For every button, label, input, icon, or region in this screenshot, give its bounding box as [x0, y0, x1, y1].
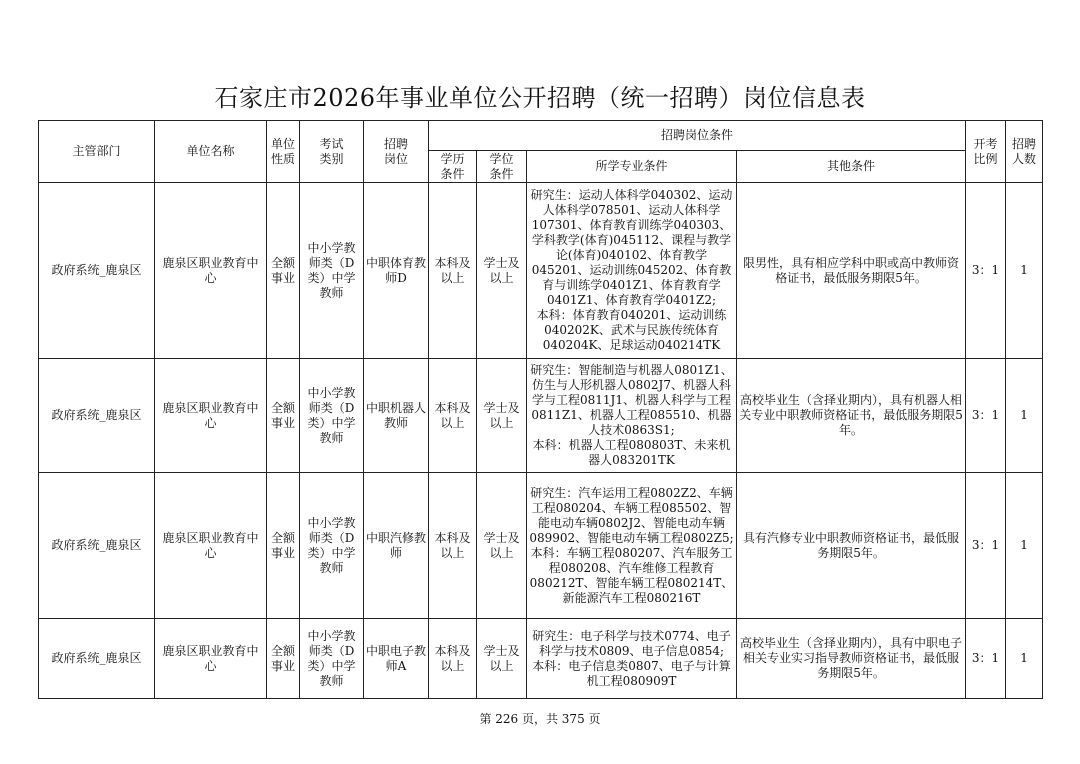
cell-degree: 学士及以上	[477, 359, 527, 473]
cell-dept: 政府系统_鹿泉区	[39, 359, 155, 473]
table-row	[39, 359, 1043, 473]
cell-other: 高校毕业生（含择业期内），具有中职电子相关专业实习指导教师资格证书，最低服务期限5年。	[737, 619, 966, 699]
cell-other: 高校毕业生（含择业期内），具有机器人相关专业中职教师资格证书，最低服务期限5年。	[737, 359, 966, 473]
cell-edu: 本科及以上	[429, 619, 477, 699]
header-conditions: 招聘岗位条件	[429, 121, 966, 151]
page-number: 第 226 页，共 375 页	[479, 712, 601, 726]
cell-ratio: 3：1	[966, 473, 1006, 619]
cell-nature: 全额事业	[267, 183, 300, 359]
cell-count: 1	[1006, 359, 1043, 473]
cell-other: 具有汽修专业中职教师资格证书，最低服务期限5年。	[737, 473, 966, 619]
page-title: 石家庄市2026年事业单位公开招聘（统一招聘）岗位信息表	[214, 84, 866, 112]
cell-nature: 全额事业	[267, 619, 300, 699]
header-major: 所学专业条件	[527, 151, 737, 183]
cell-ratio: 3：1	[966, 183, 1006, 359]
header-count: 招聘 人数	[1006, 121, 1043, 183]
cell-major: 研究生：运动人体科学040302、运动人体科学078501、运动人体科学107301、体育教育训练学040303、学科教学(体育)045112、课程与教学论(体育)040102、体育教学045201、运动训练045202、体育教育与训练学0401Z1、体育教育学0401Z1、体育教育学0401Z2; 本科：体育教育040201、运动训练040202K、武术与民族传统体育040204K、足球运动040214TK	[527, 183, 737, 359]
header-other: 其他条件	[737, 151, 966, 183]
cell-exam: 中小学教师类（D类）中学教师	[300, 183, 364, 359]
recruitment-table	[38, 120, 1043, 699]
cell-count: 1	[1006, 183, 1043, 359]
cell-ratio: 3：1	[966, 359, 1006, 473]
cell-unit: 鹿泉区职业教育中心	[155, 619, 267, 699]
cell-ratio: 3：1	[966, 619, 1006, 699]
cell-edu: 本科及以上	[429, 359, 477, 473]
cell-nature: 全额事业	[267, 473, 300, 619]
cell-major: 研究生：智能制造与机器人0801Z1、仿生与人形机器人0802J7、机器人科学与工程0811J1、机器人科学与工程0811Z1、机器人工程085510、机器人技术0863S1; 本科：机器人工程080803T、未来机器人083201TK	[527, 359, 737, 473]
cell-unit: 鹿泉区职业教育中心	[155, 473, 267, 619]
cell-dept: 政府系统_鹿泉区	[39, 619, 155, 699]
table-row	[39, 473, 1043, 619]
cell-post: 中职电子教师A	[364, 619, 429, 699]
cell-post: 中职体育教师D	[364, 183, 429, 359]
header-degree: 学位 条件	[477, 151, 527, 183]
cell-major: 研究生：电子科学与技术0774、电子科学与技术0809、电子信息0854; 本科：电子信息类0807、电子与计算机工程080909T	[527, 619, 737, 699]
cell-count: 1	[1006, 619, 1043, 699]
header-ratio: 开考 比例	[966, 121, 1006, 183]
cell-post: 中职汽修教师	[364, 473, 429, 619]
header-dept: 主管部门	[39, 121, 155, 183]
cell-major: 研究生：汽车运用工程0802Z2、车辆工程080204、车辆工程085502、智能电动车辆0802J2、智能电动车辆089902、智能电动车辆工程0802Z5; 本科：车辆工程080207、汽车服务工程080208、汽车维修工程教育080212T、智能车辆工程080214T、新能源汽车工程080216T	[527, 473, 737, 619]
cell-edu: 本科及以上	[429, 183, 477, 359]
header-post: 招聘 岗位	[364, 121, 429, 183]
cell-degree: 学士及以上	[477, 619, 527, 699]
cell-degree: 学士及以上	[477, 473, 527, 619]
header-nature: 单位 性质	[267, 121, 300, 183]
cell-exam: 中小学教师类（D类）中学教师	[300, 473, 364, 619]
cell-unit: 鹿泉区职业教育中心	[155, 359, 267, 473]
table-row	[39, 183, 1043, 359]
cell-edu: 本科及以上	[429, 473, 477, 619]
cell-other: 限男性，具有相应学科中职或高中教师资格证书，最低服务期限5年。	[737, 183, 966, 359]
table-row	[39, 619, 1043, 699]
header-edu: 学历 条件	[429, 151, 477, 183]
header-exam: 考试 类别	[300, 121, 364, 183]
cell-dept: 政府系统_鹿泉区	[39, 183, 155, 359]
cell-exam: 中小学教师类（D类）中学教师	[300, 619, 364, 699]
cell-count: 1	[1006, 473, 1043, 619]
cell-unit: 鹿泉区职业教育中心	[155, 183, 267, 359]
cell-post: 中职机器人教师	[364, 359, 429, 473]
cell-degree: 学士及以上	[477, 183, 527, 359]
header-unit: 单位名称	[155, 121, 267, 183]
cell-nature: 全额事业	[267, 359, 300, 473]
cell-exam: 中小学教师类（D类）中学教师	[300, 359, 364, 473]
cell-dept: 政府系统_鹿泉区	[39, 473, 155, 619]
